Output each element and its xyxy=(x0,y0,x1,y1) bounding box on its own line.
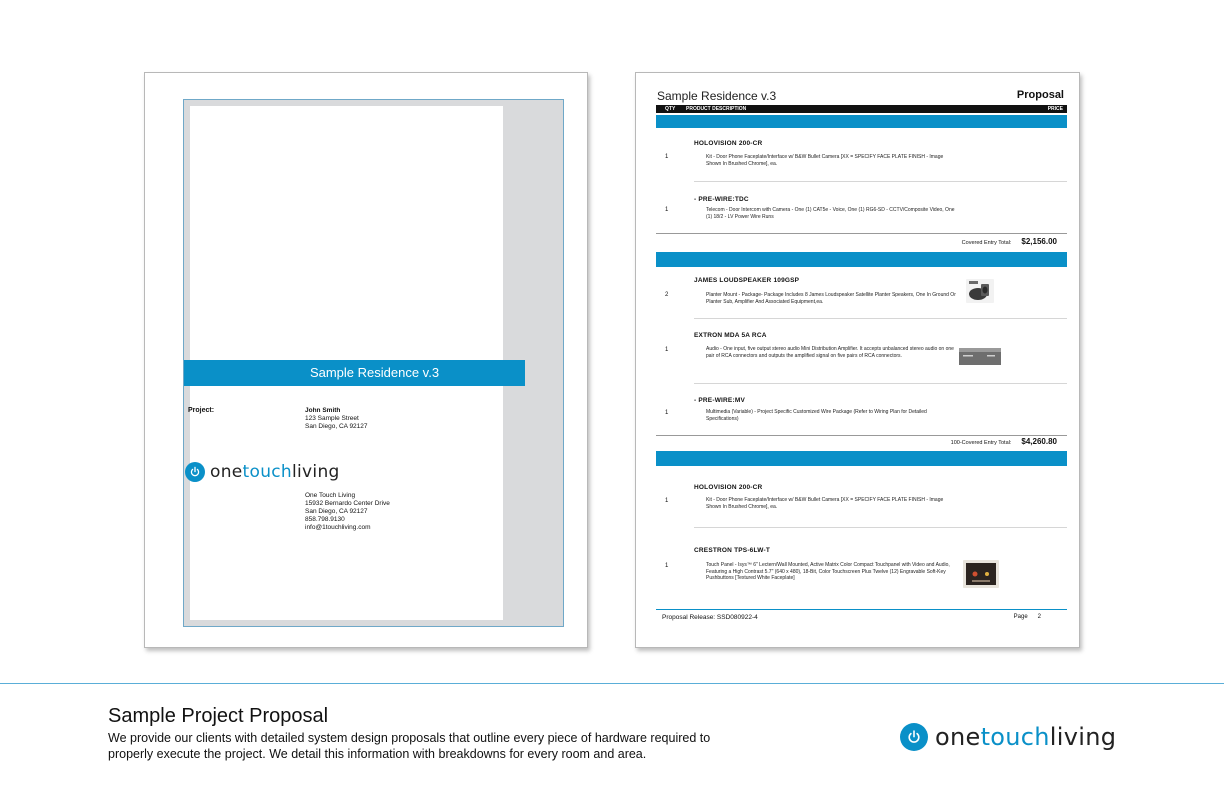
touchpanel-image xyxy=(963,560,999,588)
cover-title-band xyxy=(184,360,525,386)
company-phone: 858.798.9130 xyxy=(305,516,345,523)
col-price: PRICE xyxy=(1047,106,1063,112)
company-name: One Touch Living xyxy=(305,492,356,499)
power-icon xyxy=(900,723,928,751)
item-qty: 1 xyxy=(665,347,669,353)
item-description: Kit - Door Phone Faceplate/Interface w/ B&W Bullet Camera [XX = SPECIFY FACE PLATE FINISH - Image Shown In Brushed Chrome], ea. xyxy=(706,154,944,167)
client-name: John Smith xyxy=(305,407,341,414)
item-qty: 1 xyxy=(665,563,669,569)
column-header xyxy=(656,105,1067,113)
client-address xyxy=(305,407,368,431)
item-qty: 1 xyxy=(665,154,669,160)
subtotal xyxy=(962,237,1057,246)
item-description: Multimedia (Variable) - Project Specific Customized Wire Package (Refer to Wiring Plan for Detailed Specifications) xyxy=(706,409,927,422)
page-indicator xyxy=(1014,614,1041,620)
item-name: - PRE-WIRE:TDC xyxy=(694,196,749,203)
item-description: Telecom - Door Intercom with Camera - One (1) CAT5e - Voice, One (1) RG6-SD - CCTV/Composite Video, One (1) 18/2 - LV Power Wire Runs xyxy=(706,207,955,220)
item-separator xyxy=(694,181,1067,182)
item-description: Touch Panel - Isys™ 6" Lectern/Wall Mounted, Active Matrix Color Compact Touchpanel with Video and Audio, Featuring a High Contrast 5.7" (640 x 480), 18-Bit, Color Touchscreen Plus Twelve (12) Engravable Soft-Key Pushbuttons [Textured White Faceplate] xyxy=(706,562,950,581)
brand-logo xyxy=(900,723,1116,751)
subtotal xyxy=(951,437,1057,446)
caption-divider xyxy=(0,683,1224,684)
cover-title: Sample Residence v.3 xyxy=(309,365,440,380)
proposal-title: Sample Residence v.3 xyxy=(657,89,777,103)
item-separator xyxy=(694,527,1067,528)
amplifier-image xyxy=(959,346,1001,366)
cover-logo xyxy=(185,462,340,482)
project-label: Project: xyxy=(188,407,215,414)
section-band xyxy=(656,115,1067,128)
power-icon xyxy=(185,462,205,482)
footer-rule xyxy=(656,609,1067,610)
item-separator xyxy=(694,383,1067,384)
proposal-heading: Proposal xyxy=(1016,89,1064,101)
item-description: Kit - Door Phone Faceplate/Interface w/ B&W Bullet Camera [XX = SPECIFY FACE PLATE FINISH - Image Shown In Brushed Chrome], ea. xyxy=(706,497,944,510)
item-qty: 1 xyxy=(665,207,669,213)
subtotal-amount: $2,156.00 xyxy=(1021,237,1057,246)
item-separator xyxy=(694,318,1067,319)
subtotal-label: Covered Entry Total: xyxy=(961,240,1012,246)
item-name: HOLOVISION 200-CR xyxy=(694,484,763,491)
speaker-image xyxy=(966,279,994,303)
client-street: 123 Sample Street xyxy=(305,415,359,422)
page-number: 2 xyxy=(1037,614,1041,620)
item-name: JAMES LOUDSPEAKER 109GSP xyxy=(694,277,800,284)
item-name: HOLOVISION 200-CR xyxy=(694,140,763,147)
company-city: San Diego, CA 92127 xyxy=(305,508,368,515)
caption-title: Sample Project Proposal xyxy=(108,705,329,727)
item-name: CRESTRON TPS-6LW-T xyxy=(694,547,771,554)
company-street: 15932 Bernardo Center Drive xyxy=(305,500,390,507)
item-name: - PRE-WIRE:MV xyxy=(694,397,745,404)
subtotal-rule xyxy=(656,233,1067,234)
section-band xyxy=(656,252,1067,267)
page-label: Page xyxy=(1013,614,1028,620)
proposal-page xyxy=(635,72,1080,648)
subtotal-label: 100-Covered Entry Total: xyxy=(950,440,1012,446)
col-description: PRODUCT DESCRIPTION xyxy=(686,106,747,112)
company-email: info@1touchliving.com xyxy=(305,524,371,531)
proposal-release: Proposal Release: SSD080922-4 xyxy=(662,614,758,621)
cover-page xyxy=(144,72,588,648)
caption-text: We provide our clients with detailed system design proposals that outline every piece of hardware required to properly execute the project. We detail this information with breakdowns for every room and area. xyxy=(108,731,711,761)
item-description: Planter Mount - Package- Package Includes 8 James Loudspeaker Satellite Planter Speakers, One In Ground Or Planter Sub, Amplifier And Associated Equipment,ea. xyxy=(706,292,956,305)
subtotal-amount: $4,260.80 xyxy=(1021,437,1057,446)
subtotal-rule xyxy=(656,435,1067,436)
item-qty: 1 xyxy=(665,410,669,416)
logo-wordmark: onetouchliving xyxy=(210,462,340,482)
item-description: Audio - One input, five output stereo audio Mini Distribution Amplifier. It accepts unbalanced stereo audio on one pair of RCA connectors and outputs the amplified signal on five pairs of RCA connectors. xyxy=(706,346,954,359)
item-name: EXTRON MDA 5A RCA xyxy=(694,332,767,339)
item-qty: 1 xyxy=(665,498,669,504)
company-address xyxy=(305,492,390,532)
item-qty: 2 xyxy=(665,292,669,298)
logo-wordmark: onetouchliving xyxy=(935,723,1117,751)
section-band xyxy=(656,451,1067,466)
col-qty: QTY xyxy=(665,106,676,112)
client-city: San Diego, CA 92127 xyxy=(305,423,368,430)
